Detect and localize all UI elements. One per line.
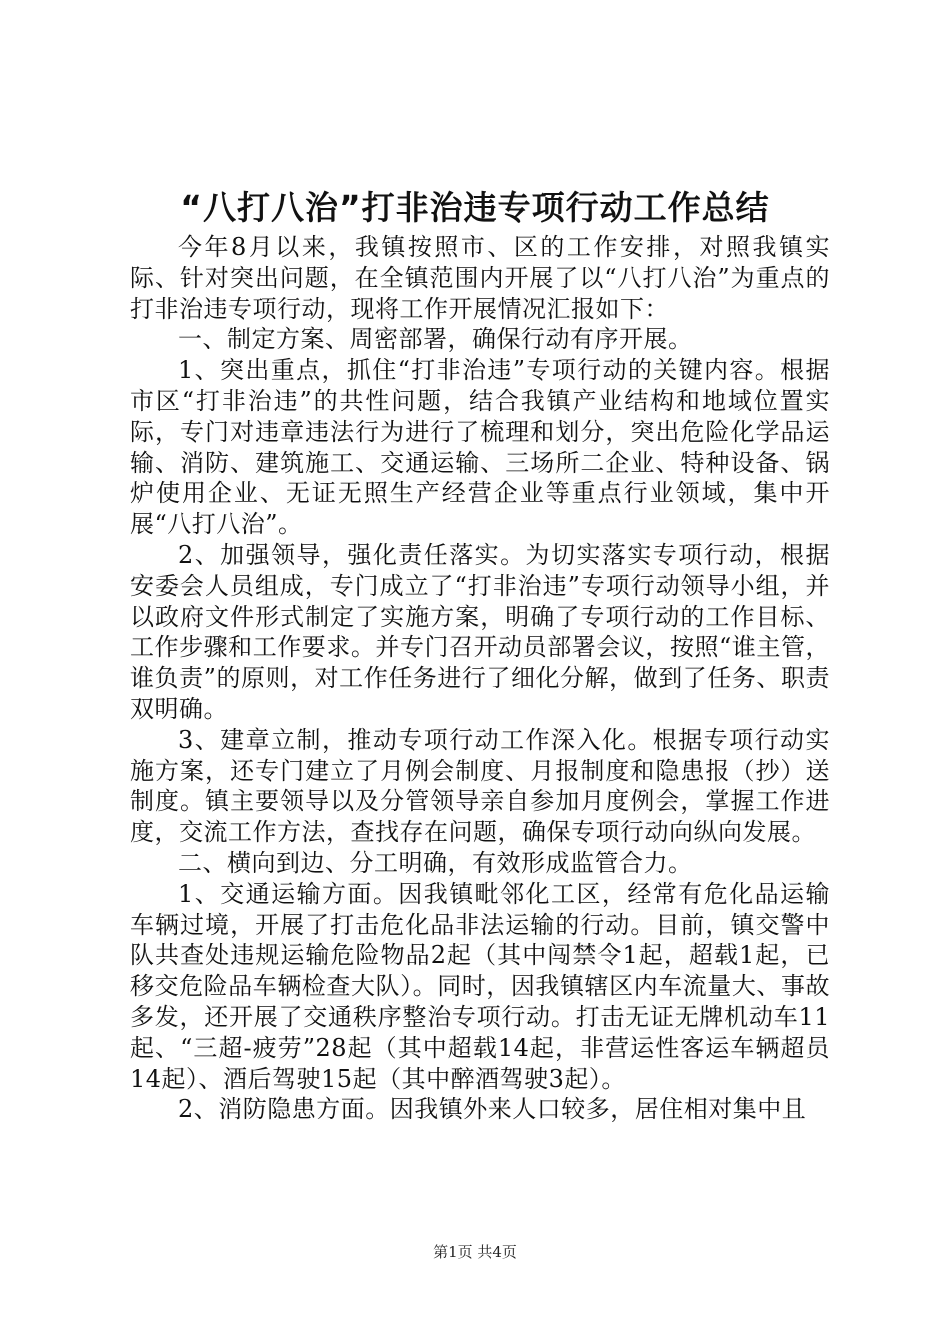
paragraph-2-2: 2、消防隐患方面。因我镇外来人口较多，居住相对集中且 <box>178 1095 807 1124</box>
paragraph-intro: 今年8月以来，我镇按照市、区的工作安排，对照我镇实际、针对突出问题，在全镇范围内开展了以“八打八治”为重点的打非治违专项行动，现将工作开展情况汇报如下： <box>130 233 830 323</box>
section-heading-2: 二、横向到边、分工明确，有效形成监管合力。 <box>178 848 693 877</box>
paragraph-1-1: 1、突出重点，抓住“打非治违”专项行动的关键内容。根据市区“打非治违”的共性问题，结合我镇产业结构和地域位置实际，专门对违章违法行为进行了梳理和划分，突出危险化学品运输、消防、建筑施工、交通运输、三场所二企业、特种设备、锅炉使用企业、无证无照生产经营企业等重点行业领域，集中开展“八打八治”。 <box>130 356 830 539</box>
page-number-footer: 第1页 共4页 <box>433 1243 517 1261</box>
document-body <box>130 232 830 1125</box>
document-title: “八打八治”打非治违专项行动工作总结 <box>180 188 770 227</box>
paragraph-1-3: 3、建章立制，推动专项行动工作深入化。根据专项行动实施方案，还专门建立了月例会制度、月报制度和隐患报（抄）送制度。镇主要领导以及分管领导亲自参加月度例会，掌握工作进度，交流工作方法，查找存在问题，确保专项行动向纵向发展。 <box>130 725 830 847</box>
paragraph-1-2: 2、加强领导，强化责任落实。为切实落实专项行动，根据安委会人员组成，专门成立了“打非治违”专项行动领导小组，并以政府文件形式制定了实施方案，明确了专项行动的工作目标、工作步骤和工作要求。并专门召开动员部署会议，按照“谁主管，谁负责”的原则，对工作任务进行了细化分解，做到了任务、职责双明确。 <box>130 540 830 723</box>
section-heading-1: 一、制定方案、周密部署，确保行动有序开展。 <box>178 325 693 354</box>
paragraph-2-1: 1、交通运输方面。因我镇毗邻化工区，经常有危化品运输车辆过境，开展了打击危化品非法运输的行动。目前，镇交警中队共查处违规运输危险物品2起（其中闯禁令1起，超载1起，已移交危险品车辆检查大队）。同时，因我镇辖区内车流量大、事故多发，还开展了交通秩序整治专项行动。打击无证无牌机动车11起、“三超-疲劳”28起（其中超载14起，非营运性客运车辆超员14起）、酒后驾驶15起（其中醉酒驾驶3起）。 <box>130 879 830 1093</box>
